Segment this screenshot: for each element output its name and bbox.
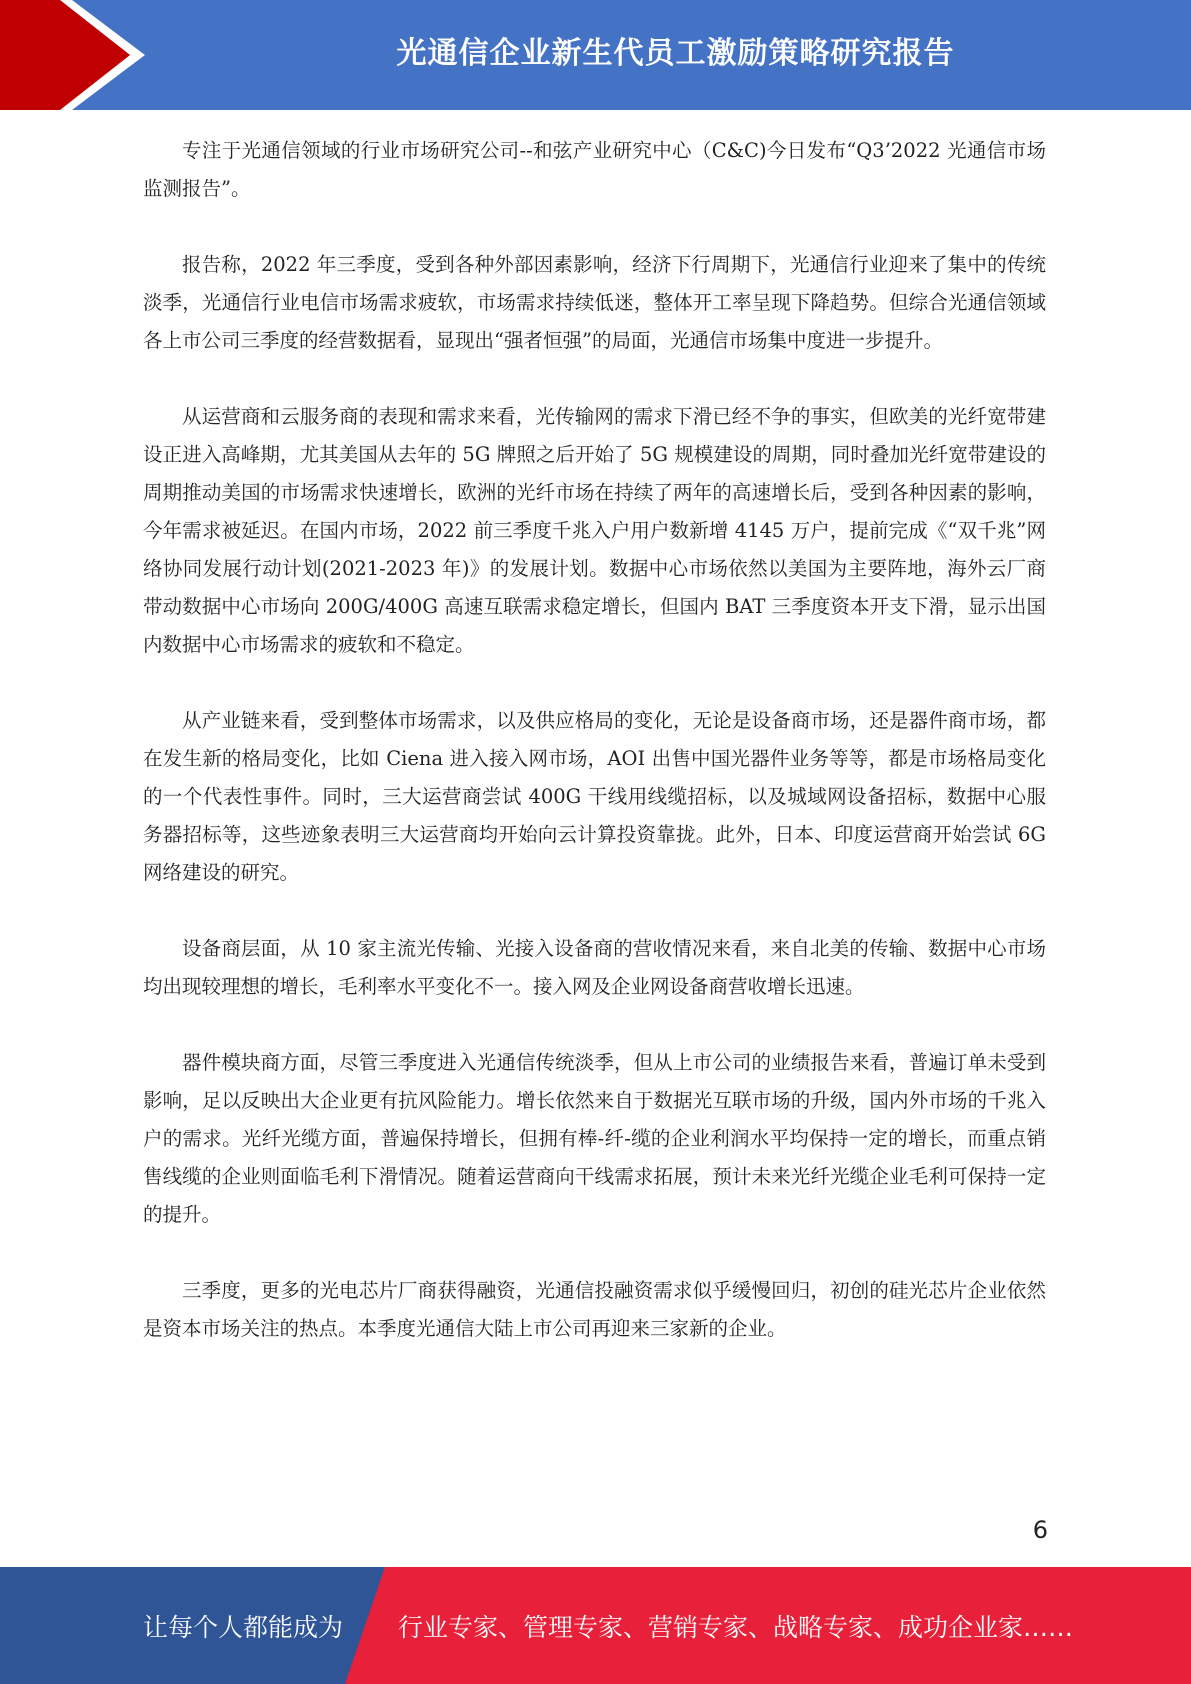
footer-slogan-right: 行业专家、管理专家、营销专家、战略专家、成功企业家…… <box>398 1612 1074 1642</box>
page-number: 6 <box>1032 1516 1048 1544</box>
paragraph-6: 器件模块商方面，尽管三季度进入光通信传统淡季，但从上市公司的业绩报告来看，普遍订单未受到影响，足以反映出大企业更有抗风险能力。增长依然来自于数据光互联市场的升级，国内外市场的千兆入户的需求。光纤光缆方面，普遍保持增长，但拥有棒-纤-缆的企业利润水平均保持一定的增长，而重点销售线缆的企业则面临毛利下滑情况。随着运营商向干线需求拓展，预计未来光纤光缆企业毛利可保持一定的提升。 <box>143 1051 1046 1226</box>
footer-band <box>0 1567 1191 1684</box>
header-band <box>0 0 1191 110</box>
report-body <box>143 132 1046 1386</box>
paragraph-3: 从运营商和云服务商的表现和需求来看，光传输网的需求下滑已经不争的事实，但欧美的光纤宽带建设正进入高峰期，尤其美国从去年的 5G 牌照之后开始了 5G 规模建设的周期，同时叠加光纤宽带建设的周期推动美国的市场需求快速增长，欧洲的光纤市场在持续了两年的高速增长后，受到各种因素的影响，今年需求被延迟。在国内市场，2022 前三季度千兆入户用户数新增 4145 万户，提前完成《“双千兆”网络协同发展行动计划(2021-2023 年)》的发展计划。数据中心市场依然以美国为主要阵地，海外云厂商带动数据中心市场向 200G/400G 高速互联需求稳定增长，但国内 BAT 三季度资本开支下滑，显示出国内数据中心市场需求的疲软和不稳定。 <box>143 405 1046 656</box>
paragraph-7: 三季度，更多的光电芯片厂商获得融资，光通信投融资需求似乎缓慢回归，初创的硅光芯片企业依然是资本市场关注的热点。本季度光通信大陆上市公司再迎来三家新的企业。 <box>143 1279 1046 1340</box>
paragraph-2: 报告称，2022 年三季度，受到各种外部因素影响，经济下行周期下，光通信行业迎来了集中的传统淡季，光通信行业电信市场需求疲软，市场需求持续低迷，整体开工率呈现下降趋势。但综合光通信领域各上市公司三季度的经营数据看，显现出“强者恒强”的局面，光通信市场集中度进一步提升。 <box>143 253 1046 352</box>
paragraph-4: 从产业链来看，受到整体市场需求，以及供应格局的变化，无论是设备商市场，还是器件商市场，都在发生新的格局变化，比如 Ciena 进入接入网市场，AOI 出售中国光器件业务等等，都是市场格局变化的一个代表性事件。同时，三大运营商尝试 400G 干线用线缆招标，以及城域网设备招标，数据中心服务器招标等，这些迹象表明三大运营商均开始向云计算投资靠拢。此外，日本、印度运营商开始尝试 6G 网络建设的研究。 <box>143 709 1046 884</box>
paragraph-1: 专注于光通信领域的行业市场研究公司--和弦产业研究中心（C&C)今日发布“Q3’2022 光通信市场监测报告”。 <box>143 139 1046 200</box>
footer-slogan-left: 让每个人都能成为 <box>143 1612 344 1642</box>
header-arrow-icon <box>0 0 150 110</box>
paragraph-5: 设备商层面，从 10 家主流光传输、光接入设备商的营收情况来看，来自北美的传输、数据中心市场均出现较理想的增长，毛利率水平变化不一。接入网及企业网设备商营收增长迅速。 <box>143 937 1046 998</box>
page-title: 光通信企业新生代员工激励策略研究报告 <box>396 36 955 71</box>
